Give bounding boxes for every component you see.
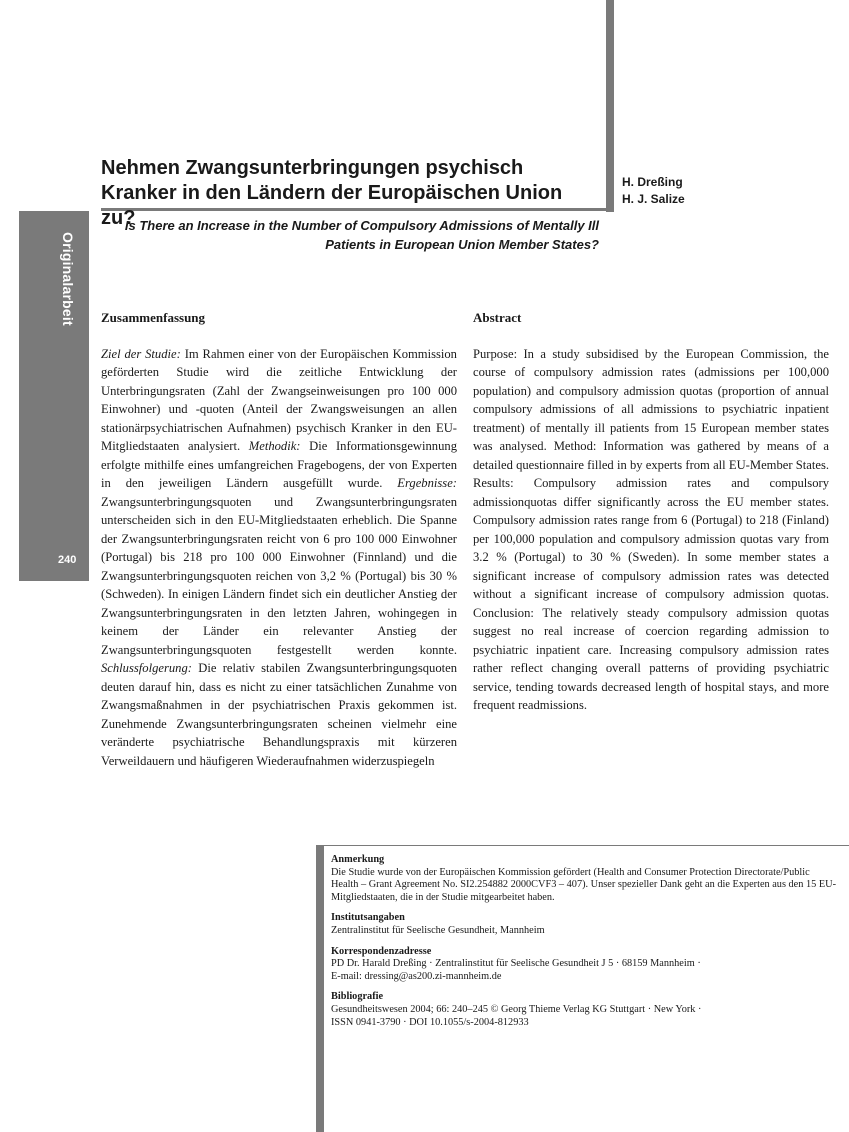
zusammenfassung-text xyxy=(101,345,457,771)
section-label: Originalarbeit xyxy=(60,232,76,326)
notes-vertical-rule xyxy=(316,845,324,1132)
text-schlussfolgerung: Die relativ stabilen Zwangsunterbringungsquoten deuten darauf hin, dass es nicht zu einer tatsächlichen Zunahme von Zwangsmaßnahmen in der psychiatrischen Praxis gekommen ist. Zunehmende Zwangsunterbringungsraten scheinen vielmehr eine veränderte psychiatrische Behandlungspraxis mit kürzeren Verweildauern und häufigeren Wiederaufnahmen widerzuspiegeln xyxy=(101,661,457,768)
zusammenfassung-column xyxy=(101,309,457,770)
author-name: H. J. Salize xyxy=(622,192,685,206)
bibliografie-identifiers: ISSN 0941-3790 · DOI 10.1055/s-2004-812933 xyxy=(331,1016,529,1028)
text-ziel: Im Rahmen einer von der Europäischen Kommission geförderten Studie wird die zeitliche Entwicklung der Unterbringungsraten (Zahl der Zwangseinweisungen pro 100 000 Einwohner) und -quoten (Anteil der Zwangsweisungen an allen stationärpsychiatrischen Aufnahmen) psychisch Kranker in den EU-Mitgliedstaaten analysiert. xyxy=(101,346,457,453)
bibliografie-heading: Bibliografie xyxy=(331,991,384,1003)
label-schlussfolgerung: Schlussfolgerung: xyxy=(101,661,192,675)
notes-top-rule xyxy=(316,845,849,846)
label-ergebnisse: Ergebnisse: xyxy=(397,476,457,490)
article-title-english: Is There an Increase in the Number of Compulsory Admissions of Mentally Ill Patients in European Union Member States? xyxy=(124,218,599,252)
korrespondenz-email: E-mail: dressing@as200.zi-mannheim.de xyxy=(331,970,502,982)
zusammenfassung-heading: Zusammenfassung xyxy=(101,310,206,325)
article-title-german: Nehmen Zwangsunterbringungen psychisch Kranker in den Ländern der Europäischen Union zu? xyxy=(101,157,563,229)
label-ziel: Ziel der Studie: xyxy=(101,346,181,361)
top-vertical-rule xyxy=(606,0,614,212)
text-ergebnisse: Zwangsunterbringungsquoten und Zwangsunterbringungsraten unterscheiden sich in den EU-Mitgliedstaaten erheblich. Die Spanne der Zwangsunterbringungsraten reicht von 6 pro 100 000 Einwohner (Portugal) bis 218 pro 100 000 Einwohner (Finnland) und die Zwangsunterbringungsquoten reichen von 3,2 % (Portugal) bis 30 % (Schweden). In einigen Ländern findet sich ein deutlicher Anstieg der Zwangsunterbringungsraten in den letzten Jahren, wohingegen in keinem der Länder ein relevanter Anstieg der Zwangsunterbringungsquoten festgestellt werden konnte. xyxy=(101,494,457,657)
note-anmerkung xyxy=(331,854,836,904)
page-number: 240 xyxy=(58,554,77,566)
note-korrespondenz xyxy=(331,946,836,984)
note-bibliografie xyxy=(331,991,836,1029)
bibliografie-citation: Gesundheitswesen 2004; 66: 240–245 © Georg Thieme Verlag KG Stuttgart · New York · xyxy=(331,1003,702,1015)
anmerkung-heading: Anmerkung xyxy=(331,854,385,865)
abstract-text: Purpose: In a study subsidised by the European Commission, the course of compulsory admission rates (admissions per 100,000 population) and compulsory admission quotas (proportion of annual compulsory admissions of all admissions to psychiatric inpatient treatment) of mentally ill patients from 15 European member states was analysed. Method: Information was gathered by means of a detailed questionnaire filled in by experts from all EU-Member States. Results: Compulsory admission rates and compulsory admissionquotas differ significantly across the EU member states. Compulsory admission rates range from 6 (Portugal) to 218 (Finland) per 100,000 population and compulsory admission quotas vary from 3.2 % (Portugal) to 30 % (Sweden). In some member states a significant increase of compulsory admission rates was detected without a significant increase of compulsory admission quotas. Conclusion: The relatively steady compulsory admission quotas suggest no real increase of coercion regarding admission to psychiatric inpatient care. Increasing compulsory admission rates rather reflect changing overall patterns of providing psychiatric service, tending towards decreased length of hospital stays, and more frequent readmissions. xyxy=(473,346,829,712)
label-methodik: Methodik: xyxy=(248,439,301,453)
korrespondenz-heading: Korrespondenzadresse xyxy=(331,945,432,957)
abstract-column xyxy=(473,309,829,715)
abstract-heading: Abstract xyxy=(473,310,522,325)
text-methodik: Die Informationsgewinnung erfolgte mithilfe eines umfangreichen Fragebogens, der von Experten in den jeweiligen Ländern ausgefüllt wurde. xyxy=(101,439,457,490)
korrespondenz-address: PD Dr. Harald Dreßing · Zentralinstitut für Seelische Gesundheit J 5 · 68159 Mannheim · xyxy=(331,958,701,970)
author-list xyxy=(622,174,685,208)
section-sidebar xyxy=(19,211,89,581)
author-name: H. Dreßing xyxy=(622,175,683,189)
institut-heading: Institutsangaben xyxy=(331,912,405,924)
institut-text: Zentralinstitut für Seelische Gesundheit, Mannheim xyxy=(331,924,545,936)
note-institut xyxy=(331,912,836,937)
anmerkung-text: Die Studie wurde von der Europäischen Kommission gefördert (Health and Consumer Protection Directorate/Public Health – Grant Agreement No. SI2.254882 2000CVF3 – 407). Unser spezieller Dank geht an die Experten aus den 15 EU-Mitgliedstaaten, die in der Studie mitgearbeitet haben. xyxy=(331,866,836,903)
article-notes xyxy=(331,854,836,1037)
